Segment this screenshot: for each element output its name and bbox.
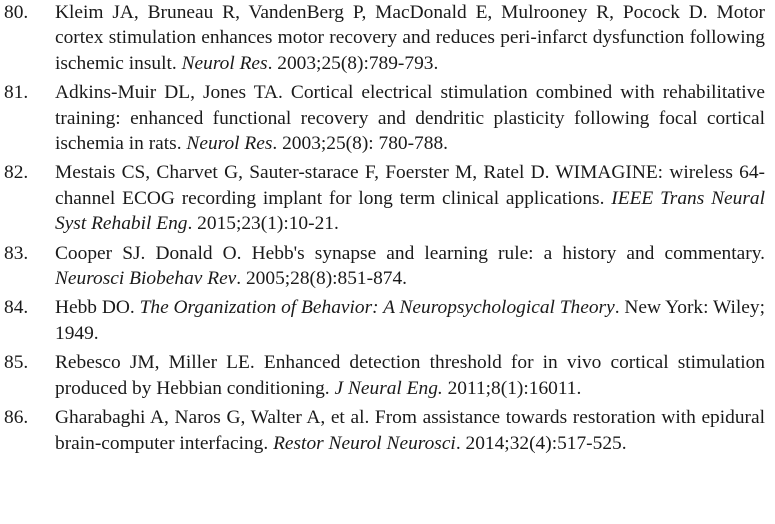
reference-item-84 xyxy=(0,295,765,346)
reference-text: Kleim JA, Bruneau R, VandenBerg P, MacDonald E, Mulrooney R, Pocock D. Motor cortex stimulation enhances motor recovery and reduces peri-infarct dysfunction following ischemic insult. xyxy=(55,2,765,74)
book-title: The Organization of Behavior: A Neuropsychological Theory xyxy=(139,297,615,319)
reference-citation: . New York: Wiley; 1949. xyxy=(55,297,765,344)
reference-number: 84. xyxy=(4,297,29,319)
reference-citation: . 2014;32(4):517-525. xyxy=(455,432,627,454)
reference-item-80 xyxy=(0,0,765,76)
reference-item-81 xyxy=(0,80,765,156)
reference-text: Mestais CS, Charvet G, Sauter-starace F, Foerster M, Ratel D. WIMAGINE: wireless 64-channel ECOG recording implant for long term clinical applications. xyxy=(55,162,765,209)
reference-item-83 xyxy=(0,241,765,292)
reference-citation: . 2005;28(8):851-874. xyxy=(236,268,408,290)
reference-item-82 xyxy=(0,160,765,236)
reference-number: 86. xyxy=(4,407,29,429)
reference-citation: 2011;8(1):16011. xyxy=(447,377,582,399)
reference-citation: . 2003;25(8): 780-788. xyxy=(272,133,448,155)
reference-number: 83. xyxy=(4,242,29,264)
journal-title: Neurol Res xyxy=(186,133,273,155)
reference-citation: . 2003;25(8):789-793. xyxy=(267,52,439,74)
reference-text: Gharabaghi A, Naros G, Walter A, et al. From assistance towards restoration with epidural brain-computer interfacing. xyxy=(55,407,765,454)
reference-text: Adkins-Muir DL, Jones TA. Cortical electrical stimulation combined with rehabilitative training: enhanced functional recovery and dendritic plasticity following focal cortical ischemia in rats. xyxy=(55,82,765,155)
journal-title: IEEE Trans Neural Syst Rehabil Eng xyxy=(55,187,765,235)
reference-number: 80. xyxy=(4,2,29,23)
journal-title: J Neural Eng. xyxy=(334,377,443,399)
reference-number: 81. xyxy=(4,82,29,104)
journal-title: Restor Neurol Neurosci xyxy=(273,432,456,454)
journal-title: Neurosci Biobehav Rev xyxy=(55,268,237,290)
reference-item-86 xyxy=(0,405,765,456)
reference-text: Cooper SJ. Donald O. Hebb's synapse and learning rule: a history and commentary. xyxy=(55,242,765,264)
reference-citation: . 2015;23(1):10-21. xyxy=(187,213,339,235)
reference-item-85 xyxy=(0,350,765,401)
journal-title: Neurol Res xyxy=(181,52,268,74)
reference-text: Rebesco JM, Miller LE. Enhanced detection threshold for in vivo cortical stimulation produced by Hebbian conditioning. xyxy=(55,352,765,399)
reference-number: 82. xyxy=(4,162,29,184)
reference-number: 85. xyxy=(4,352,29,374)
reference-text: Hebb DO. xyxy=(55,297,135,319)
